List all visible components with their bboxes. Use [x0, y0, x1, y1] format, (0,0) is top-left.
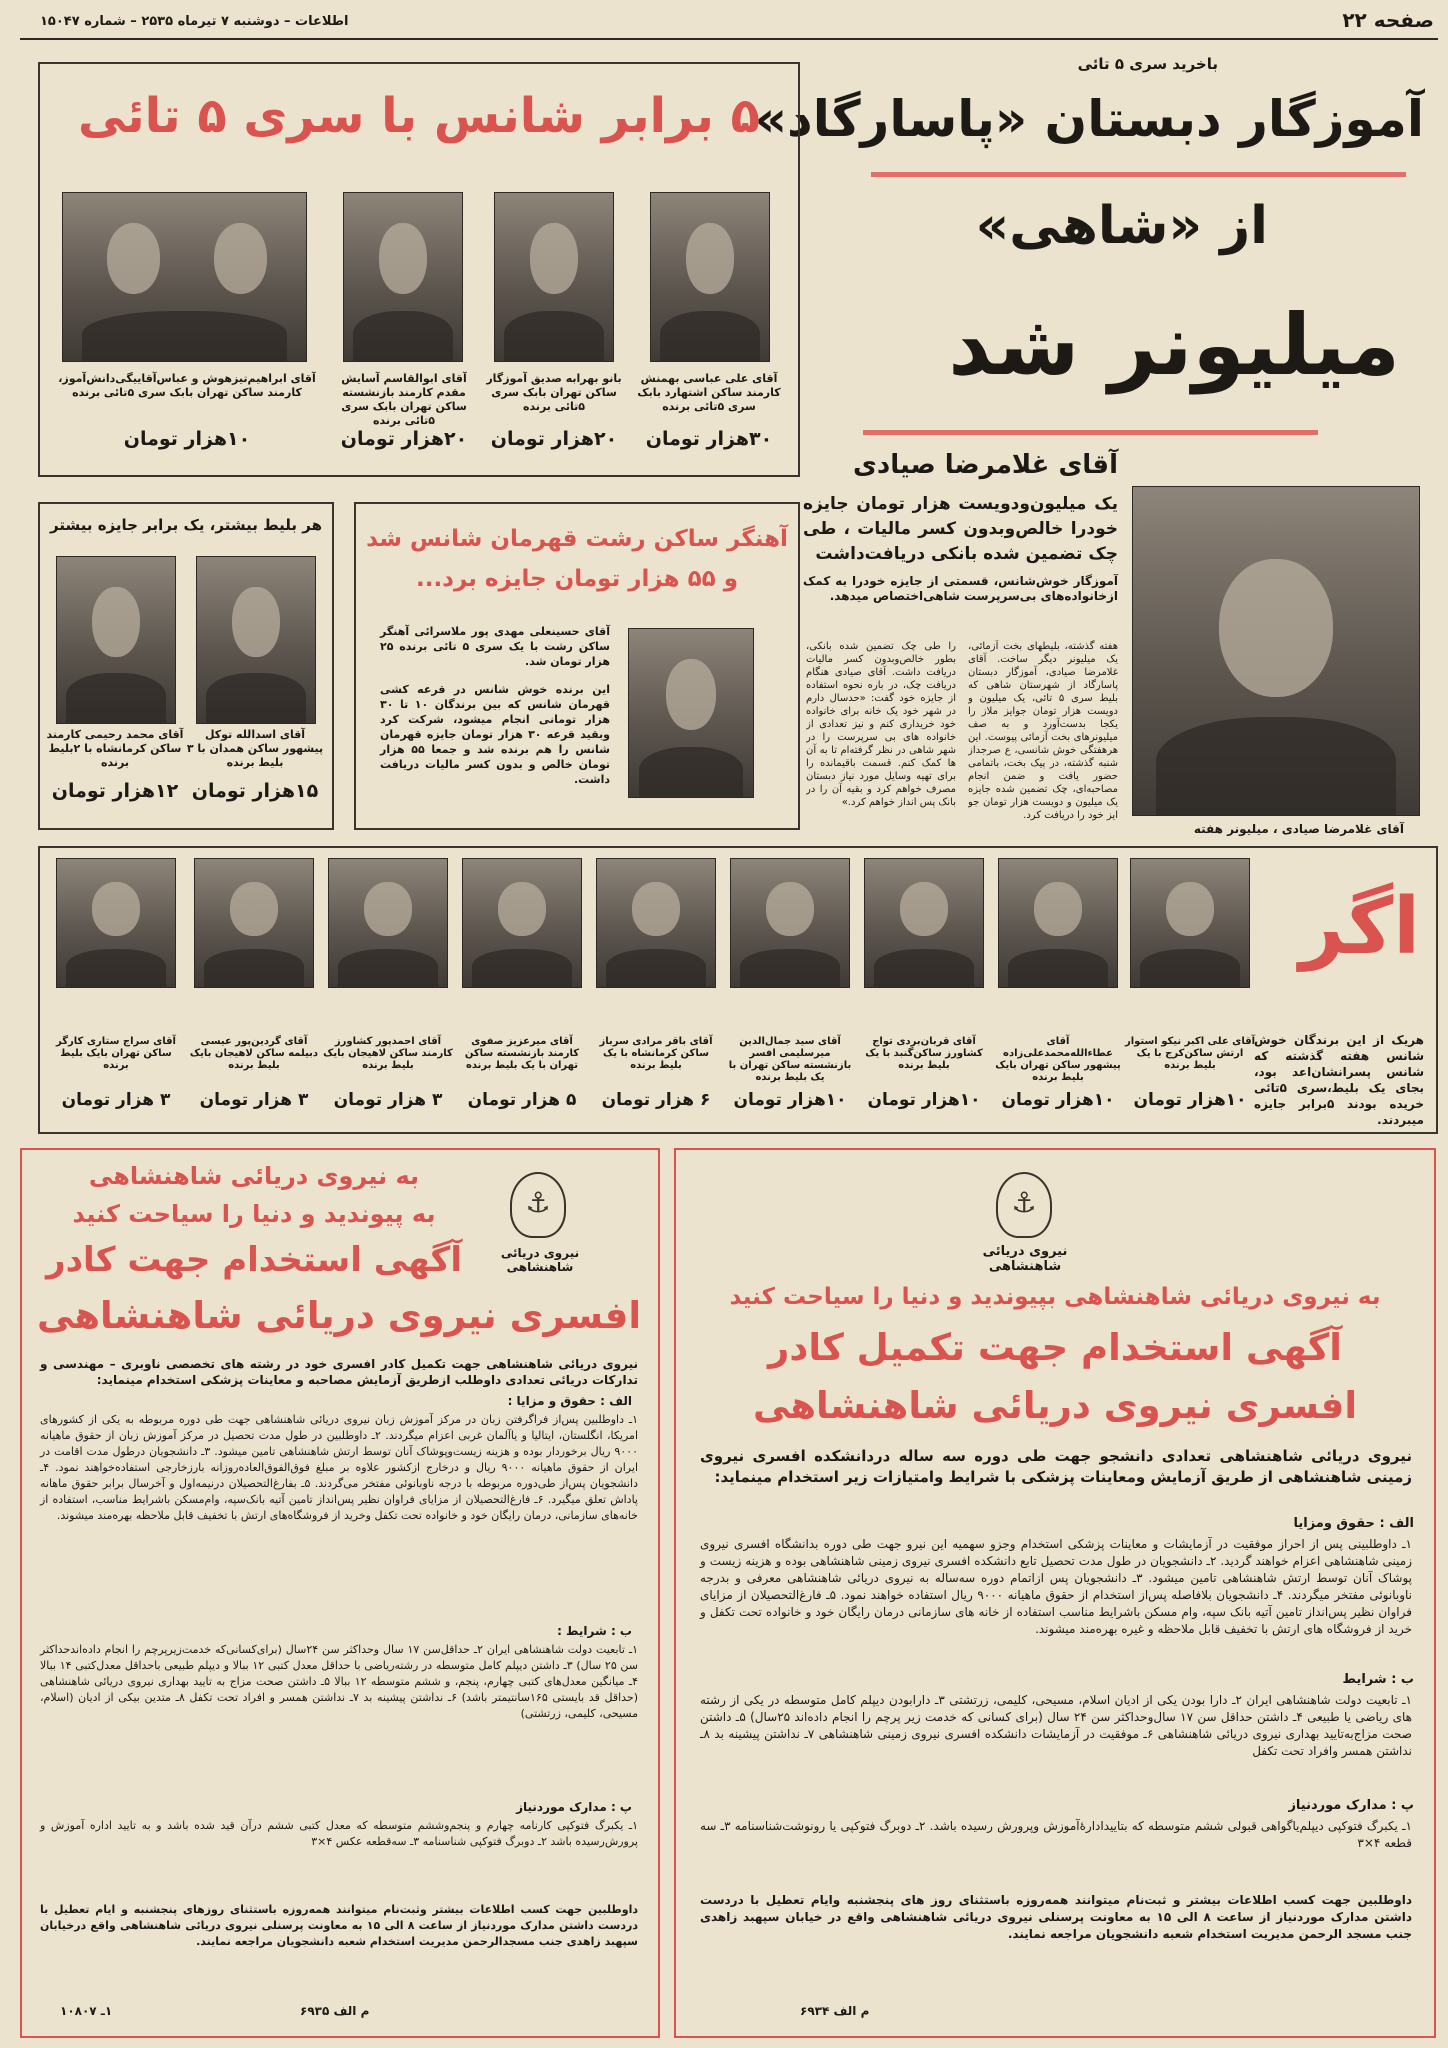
masthead-rule: [20, 38, 1438, 40]
navy-left-slogan-1: به نیروی دریائی شاهنشاهی: [88, 1162, 420, 1190]
navy-right-items-p: ۱ـ یکبرگ فتوکپی دیپلم‌یاگواهی قبولی ششم متوسطه که بتاییدادارۀآموزش وپرورش رسیده باشد. ۲ـ دوبرگ فتوکپی یا رونوشت‌شناسنامه ۳ـ سه قطعه ۴×۳: [700, 1819, 1412, 1850]
navy-right-section-b: ب : شرایط: [1342, 1672, 1414, 1687]
winner-photo: [328, 858, 448, 988]
winner-photo: [196, 556, 316, 724]
navy-right-items-a: ۱ـ داوطلبینی پس از احراز موفقیت در آزمایشات و معاینات پزشکی استخدام وجزو سهمیه این نیرو جهت طی دوره بدانشگاه افسری نیروی زمینی شاهنشاهی اعزام خواهند گردید. ۲ـ دانشجویان در طول مدت تحصیل تابع دانشکده افسری نیروی زمینی شاهنشاهی بوده و هزینه زیست و پوشاک آنان توسط ارتش شاهنشاهی تامین میشود. ۳ـ دانشجویان پس ازاتمام دوره‌ سه‌ساله به نیروی دریائی شاهنشاهی معرفی و بدرجه ناوبانوئی مفتخر میگردند. ۴ـ دانشجویان بلافاصله پس‌از استخدام از حقوق ماهیانه ۹۰۰۰ ریال استفاده خواهند نمود. ۵ـ فارغ‌التحصیلان از مزایای فراوان نظیر پس‌انداز تامین آتیه بانک سپه، وام مسکن باشرایط مناسب استفاده از خانه های سازمانی درمان رایگان خود و خانواده تحت تکفل و خرید از فروشگاه های ارتش با تخفیف قابل ملاحظه و غیره بهره‌مند میشوند.: [700, 1537, 1412, 1636]
winner-caption: آقای سراج ستاری کارگر ساکن تهران بایک بلیط برنده: [56, 1036, 176, 1071]
lead-headline-1: آموزگار دبستان «پاسارگاد»: [754, 90, 1424, 148]
winner-photo: [194, 858, 314, 988]
if-word: اگر: [1299, 882, 1420, 972]
lead-deck: یک میلیون‌ودویست هزار تومان جایزه خودرا خالص‌وبدون کسر مالیات ، طی چک تضمین شده بانکی دریافت‌داشت: [803, 494, 1118, 564]
lead-headline-3: میلیونر شد: [948, 296, 1400, 394]
lead-kicker: باخرید سری ۵ تائی: [1077, 55, 1218, 73]
winner-amount: ۱۵هزار تومان: [191, 780, 319, 802]
navy-right-section-p: پ : مدارک موردنیاز: [1288, 1798, 1414, 1813]
winner-photo: [596, 858, 716, 988]
navy-left-items-p: ۱ـ یکبرگ فتوکپی کارنامه چهارم و پنجم‌وششم متوسطه که معدل کتبی ششم درآن قید شده باشد و به تایید اداره آموزش و پرورش‌رسیده باشد ۲ـ دوبرگ فتوکپی شناسنامه ۳ـ سه‌قطعه عکس ۴×۳: [40, 1819, 638, 1848]
winner-caption: آقای سید جمال‌الدین میرسلیمی افسر بازنشسته ساکن تهران با یک بلیط برنده: [728, 1036, 852, 1083]
winner-caption: آقای احمدپور کشاورز کارمند ساکن لاهیجان بایک بلیط برنده: [323, 1036, 453, 1071]
lead-column-2: را طی چک تضمین شده بانکی، بطور خالص‌وبدون کسر مالیات دریافت داشت. آقای صیادی هنگام دریافت چک، در باره نحوه استفاده از جایزه خود گفت: «حدسال دارم در شهر خود یک خانه برای خانواده خود خریداری کنم و نیز تعدادی از خانواده های بی سرپرست را در شهر شاهی در نظر گرفته‌ام تا به آن ها کمک کنم. قسمت باقیمانده را برای تهیه وسایل مورد نیاز دبستان مصرف خواهم کرد و بقیه آن را در بانک پس انداز خواهم کرد.»: [806, 641, 956, 808]
navy-right-title-1: آگهی استخدام جهت تکمیل کادر: [768, 1326, 1342, 1369]
page-number: صفحه ۲۲: [1342, 8, 1434, 32]
navy-left-intro: نیروی دریائی شاهنشاهی جهت تکمیل کادر افسری خود در رشته های تخصصی ناوبری – مهندسی و تدارکات دریائی تعدادی داوطلب ازطریق آزمایش مصاحبه و معاینات پزشکی استخدام مینماید:: [40, 1357, 638, 1387]
lead-note: آموزگار خوش‌شانس، قسمتی از جایزه خودرا به کمک ازخانواده‌های بی‌سرپرست شاهی‌اختصاص میدهد.: [803, 574, 1118, 603]
navy-right-section-a: الف : حقوق ومزایا: [1293, 1516, 1414, 1531]
winner-caption: آقای قربان‌بردی تواج کشاورز ساکن‌گنبد با یک بلیط برنده: [865, 1036, 983, 1071]
navy-left-code-2: ۱ـ ۱۰۸۰۷: [60, 2004, 113, 2018]
navy-left-title-2: افسری نیروی دریائی شاهنشاهی: [36, 1294, 642, 1337]
lead-person-name: آقای غلامرضا صیادی: [853, 450, 1118, 480]
rasht-text-2: این برنده خوش شانس در قرعه کشی قهرمان شانس که بین برندگان ۱۰ تا ۳۰ هزار تومانی انجام میشود، شرکت کرد وبقید قرعه ۳۰ هزار تومان جایزه قهرمان شانس را هم برنده شد و جمعا ۵۵ هزار تومان خالص و بدون کسر مالیات دریافت داشت.: [380, 683, 611, 786]
if-text: هریک از این برندگان خوش شانس هفته گذشته که شانس پسرانشان‌اعد بود، بجای یک بلیط،سری ۵تائی خریده بودند ۵برابر جایزه میبردند.: [1254, 1033, 1424, 1127]
winner-caption: آقای اسدالله توکل پیشهور ساکن همدان با ۳ بلیط برنده: [186, 728, 324, 769]
navy-left-items-a: ۱ـ داوطلبین پس‌از فراگرفتن زبان در مرکز آموزش زبان نیروی دریائی شاهنشاهی جهت طی دوره مربوطه به یکی از کشورهای امریکا، انگلستان، ایتالیا و یاآلمان غربی اعزام میگردند. ۲ـ داوطلبین در طول مدت تحصیل در مرکز آموزش زبان از حقوق ماهیانه ۹۰۰۰ ریال برخوردار بوده و هزینه زیست‌وپوشاک آنان توسط ارتش شاهنشاهی تامین میشود. ۳ـ دانشجویان درطول مدت اقامت در ایران از حقوق ماهیانه ۹۰۰۰ ریال و درخارج ازکشور علاوه بر مبلغ فوق‌الفوق‌العاده‌روزانه بارز‌خارجی‌ استفاده‌خواهند نمود. ۴ـ دانشجویان پس‌از طی‌دوره مربوطه با درجه ناوبانوئی مفتخر می‌گردند. ۵ـ بفارغ‌التحصیلان درنیمه‌اول و آخرسال برابر حقوق ماهانه پاداش تعلق میگیرد. ۶ـ فارغ‌التحصیلان از مزایای فراوان نظیر پس‌انداز تامین آتیه بانک‌سپه، وام‌مسکن باشرایط مناسب، استفاده از خانه‌های سازمانی، درمان رایگان خود و خانواده تحت تکفل وخرید از فروشگاه‌های ارتش با تخفیف قابل ملاحظه بهره‌مند میشوند.: [40, 1413, 639, 1522]
lead-photo: [1132, 486, 1420, 816]
winner-amount: ۲۰هزار تومان: [490, 428, 618, 450]
winner-amount: ۱۰هزار تومان: [1133, 1090, 1247, 1110]
navy-right-intro: نیروی دریائی شاهنشاهی تعدادی دانشجو جهت طی دوره سه ساله دردانشکده افسری نیروی زمینی شاهنشاهی از طریق آزمایش ومعاینات پزشکی با شرایط وامتیازات زیر استخدام مینماید:: [700, 1447, 1412, 1486]
winner-caption: آقای باقر مرادی سرباز ساکن کرمانشاه با یک بلیط برنده: [599, 1036, 713, 1071]
navy-right-items-b: ۱ـ تابعیت دولت شاهنشاهی ایران ۲ـ دارا بودن یکی از ادیان اسلام، مسیحی، کلیمی، زرتشتی ۳ـ دارابودن دیپلم کامل متوسطه در یکی از رشته های ریاضی یا طبیعی ۴ـ داشتن حداقل سن ۱۷ سال‌وحداکثر سن ۲۴ سال (برای کسانی که خدمت زیر پرچم را انجام داده‌اند ۲۵سال) ۵ـ داشتن صحت مزاج‌به‌تایید بهداری نیروی دریائی شاهنشاهی ۶ـ موفقیت در آزمایشات دانشکده افسری نیروی زمینی شاهنشاهی ۷ـ نداشتن پیشینه بد ۸ـ نداشتن همسر وافراد تحت تکفل: [700, 1693, 1412, 1758]
winner-photo: [56, 858, 176, 988]
navy-left-slogan-2: به پیوندید و دنیا را سیاحت کنید: [72, 1200, 436, 1228]
winner-amount: ۵ هزار تومان: [467, 1090, 577, 1110]
winner-caption: آقای میرعزیز صفوی کارمند بازنشسته ساکن تهران با یک بلیط برنده: [464, 1036, 580, 1071]
winner-caption: آقای محمد رحیمی کارمند ساکن کرمانشاه با ۲بلیط برنده: [46, 728, 184, 769]
winner-amount: ۱۰هزار تومان: [1001, 1090, 1115, 1110]
navy-left-title-1: آگهی استخدام جهت کادر: [46, 1240, 462, 1280]
lead-column-1: هفته گذشته، بلیطهای بخت آزمائی، یک میلیونر دیگر ساخت. آقای غلامرضا صیادی، آموزگار دبستان پاسارگاد از شهرستان شاهی که بلیط سری ۵ تائی، یک میلیون و دویست هزار تومان جوایز ملاز را یکجا بدست‌آورد و به صف میلیونرهای بخت آزمائی پیوست. این هرهفتگی خوش شانسی، ع صرجداز شنبه گذشته، در پیک بخت، باتمامی حضور یافت و ضمن انجام مصاحبه‌ای، چک تضمین شده جایزه یک میلیون و دویست هزار تومان جو ایز خود را دریافت کرد.: [968, 641, 1118, 821]
navy-right-code: م الف ۶۹۳۴: [800, 2004, 870, 2018]
red-rule: [871, 172, 1406, 177]
navy-emblem-icon: [996, 1172, 1052, 1238]
winner-photo: [494, 192, 614, 362]
winner-amount: ۱۰هزار تومان: [123, 428, 251, 450]
winner-photo: [998, 858, 1118, 988]
navy-right-slogan: به نیروی دریائی شاهنشاهی بپیوندید و دنیا را سیاحت کنید: [729, 1284, 1381, 1310]
navy-left-code-1: م الف ۶۹۳۵: [300, 2004, 370, 2018]
winner-amount: ۱۲هزار تومان: [51, 780, 179, 802]
winner-photo: [462, 858, 582, 988]
winner-amount: ۳ هزار تومان: [333, 1090, 443, 1110]
winner-photo: [730, 858, 850, 988]
winner-photo: [343, 192, 463, 362]
winner-caption: آقای علی اکبر نیکو استوار ارتش ساکن‌کرج با یک بلیط برنده: [1124, 1036, 1256, 1071]
navy-emblem-label: نیروی دریائی شاهنشاهی: [500, 1246, 580, 1274]
navy-emblem-label: نیروی دریائی شاهنشاهی: [982, 1244, 1068, 1274]
navy-left-section-a: الف : حقوق و مزایا :: [507, 1394, 632, 1408]
navy-right-footer: داوطلبین جهت کسب اطلاعات بیشتر و ثبت‌نام میتوانند همه‌روزه باستثنای روز های پنجشنبه وایام تعطیل با دردست داشتن مدارک موردنیاز از ساعت ۸ الی ۱۵ به معاونت پرسنلی نیروی دریائی شاهنشاهی واقع در خیابان سپهبد زاهدی جنب مسجد الرحمن مدیریت استخدام شعبه دانشجویان مراجعه نمایند.: [700, 1893, 1412, 1941]
winner-photo: [56, 556, 176, 724]
winner-caption: آقای ابراهیم‌تیزهوش و عباس‌آقاییگی‌دانش‌آموز، کارمند ساکن تهران بابک سری ۵تائی برنده: [58, 372, 316, 399]
navy-left-section-p: پ : مدارک موردنیاز: [516, 1800, 632, 1814]
winner-amount: ۳ هزار تومان: [61, 1090, 171, 1110]
winner-caption: آقای گردین‌پور عیسی دبیلمه ساکن لاهیجان بایک بلیط برنده: [189, 1036, 319, 1071]
lead-headline-2: از «شاهی»: [975, 196, 1268, 256]
lead-photo-caption: آقای غلامرضا صیادی ، میلیونر هفته: [1193, 822, 1404, 836]
winner-caption: آقای عطاءالله‌محمدعلی‌زاده پیشهور ساکن تهران بایک بلیط برنده: [995, 1036, 1121, 1083]
winner-caption: آقای علی عباسی بهمنش کارمند ساکن اشتهارد بابک سری ۵تائی برنده: [637, 372, 781, 413]
red-rule: [863, 430, 1318, 435]
winner-photo: [1130, 858, 1250, 988]
winner-photo: [62, 192, 307, 362]
navy-left-items-b: ۱ـ تابعیت دولت شاهنشاهی ایران ۲ـ حداقل‌سن ۱۷ سال وحداکثر سن ۲۴سال (برای‌کسانی‌که خدمت‌زیرپرچم را انجام داده‌اندحداکثر سن ۲۵ سال) ۳ـ داشتن دیپلم کامل متوسطه در رشته‌ریاضی با حداقل معدل کتبی ۱۲ ببالا و دیپلم طبیعی باحداقل معدل‌کتبی ۱۴ ببالا ۴ـ میانگین معدل‌های کتبی چهارم، پنجم، و ششم متوسطه ۱۲ ببالا ۵ـ داشتن صحت مزاج به تایید بهداری نیروی دریائی شاهنشاهی (حداقل قد بایستی ۱۶۵سانتیمتر باشد) ۶ـ نداشتن پیشینه بد ۷ـ نداشتن همسر و افراد تحت تکفل ۸ـ متدین بیکی از ادیان (اسلام، مسیحی، کلیمی، زرتشتی): [40, 1643, 639, 1720]
winner-amount: ۱۰هزار تومان: [867, 1090, 981, 1110]
navy-right-title-2: افسری نیروی دریائی شاهنشاهی: [752, 1384, 1358, 1427]
winner-amount: ۳۰هزار تومان: [645, 428, 773, 450]
winner-amount: ۱۰هزار تومان: [733, 1090, 847, 1110]
navy-emblem-icon: [510, 1172, 566, 1238]
winner-amount: ۲۰هزار تومان: [340, 428, 468, 450]
winner-photo: [864, 858, 984, 988]
five-times-title: ۵ برابر شانس با سری ۵ تائی: [78, 88, 760, 144]
more-tickets-title: هر بلیط بیشتر، یک برابر جایزه بیشتر: [50, 516, 322, 534]
winner-photo: [650, 192, 770, 362]
winner-amount: ۶ هزار تومان: [601, 1090, 711, 1110]
rasht-text-1: آقای حسینعلی مهدی پور ملاسرائی آهنگر ساکن رشت با یک سری ۵ تائی برنده ۲۵ هزار تومان شد.: [380, 625, 610, 668]
rasht-winner-photo: [628, 628, 754, 798]
winner-caption: بانو بهرابه صدیق آموزگار ساکن تهران بابک سری ۵تائی برنده: [486, 372, 622, 413]
rasht-headline-2: و ۵۵ هزار تومان جایزه برد...: [415, 566, 739, 592]
navy-left-section-b: ب : شرایط :: [557, 1624, 632, 1638]
winner-caption: آقای ابوالقاسم آسایش مقدم کارمند بازنشسته ساکن تهران بابک سری ۵تائی برنده: [341, 372, 467, 427]
rasht-headline-1: آهنگر ساکن رشت قهرمان شانس شد: [366, 526, 788, 552]
navy-left-footer: داوطلبین جهت کسب اطلاعات بیشتر وثبت‌نام میتوانند همه‌روزه باستثنای روزهای پنجشنبه و ایام تعطیل با دردست داشتن مدارک موردنیاز از ساعت ۸ الی ۱۵ به معاونت پرسنلی نیروی دریائی شاهنشاهی واقع درخیابان سپهبد زاهدی جنب مسجدالرحمن مدیریت استخدام شعبه دانشجویان مراجعه نمایند.: [40, 1903, 638, 1948]
winner-amount: ۳ هزار تومان: [199, 1090, 309, 1110]
paper-info: اطلاعات – دوشنبه ۷ تیرماه ۲۵۳۵ – شماره ۱۵۰۴۷: [40, 14, 349, 29]
